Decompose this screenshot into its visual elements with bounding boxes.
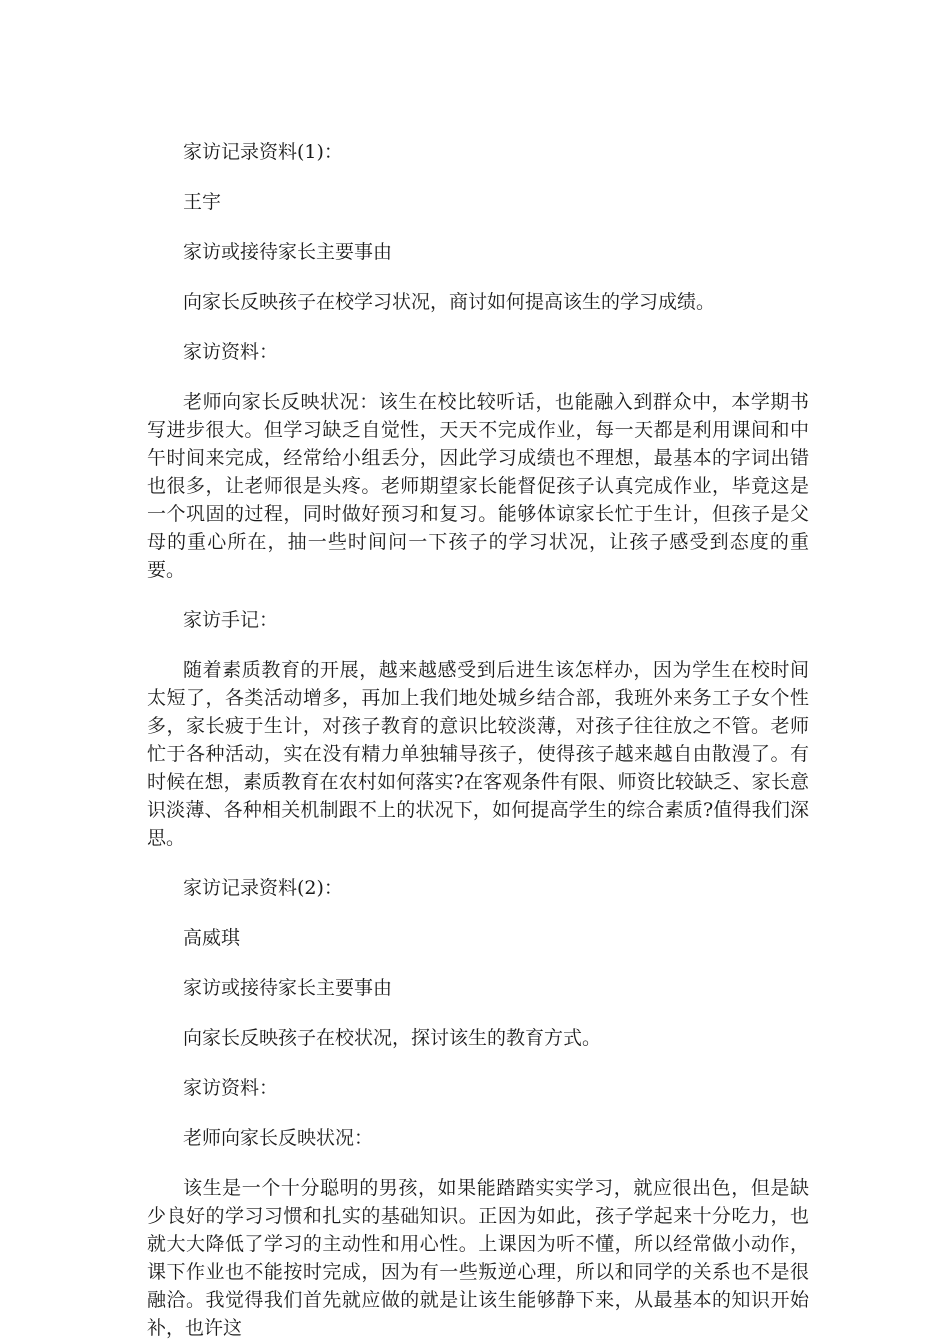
visit-reason-2: 向家长反映孩子在校状况，探讨该生的教育方式。 [183, 1027, 602, 1049]
visit-notes-paragraph-1: 随着素质教育的开展，越来越感受到后进生该怎样办，因为学生在校时间太短了，各类活动增多，再加上我们地处城乡结合部，我班外来务工子女个性多，家长疲于生计，对孩子教育的意识比较淡薄，对孩子往往放之不管。老师忙于各种活动，实在没有精力单独辅导孩子，使得孩子越来越自由散漫了。有时候在想，素质教育在农村如何落实?在客观条件有限、师资比较缺乏、家长意识淡薄、各种相关机制跟不上的状况下，如何提高学生的综合素质?值得我们深思。 [147, 659, 809, 849]
visit-notes-label-1: 家访手记： [183, 609, 279, 631]
student-name-2: 高威琪 [183, 927, 241, 949]
document-body [147, 138, 809, 1342]
student-name-1: 王宇 [183, 191, 222, 213]
visit-reason-1: 向家长反映孩子在校学习状况，商讨如何提高该生的学习成绩。 [183, 291, 716, 313]
record-title-2: 家访记录资料(2)： [183, 877, 343, 899]
visit-content-label-2: 家访资料： [183, 1077, 279, 1099]
teacher-feedback-paragraph-1: 老师向家长反映状况：该生在校比较听话，也能融入到群众中，本学期书写进步很大。但学习缺乏自觉性，天天不完成作业，每一天都是利用课间和中午时间来完成，经常给小组丢分，因此学习成绩也不理想，最基本的字词出错也很多，让老师很是头疼。老师期望家长能督促孩子认真完成作业，毕竟这是一个巩固的过程，同时做好预习和复习。能够体谅家长忙于生计，但孩子是父母的重心所在，抽一些时间问一下孩子的学习状况，让孩子感受到态度的重要。 [147, 391, 809, 581]
teacher-feedback-label-2: 老师向家长反映状况： [183, 1127, 374, 1149]
visit-content-label-1: 家访资料： [183, 341, 279, 363]
visit-reason-label-2: 家访或接待家长主要事由 [183, 977, 393, 999]
teacher-feedback-paragraph-2: 该生是一个十分聪明的男孩，如果能踏踏实实学习，就应很出色，但是缺少良好的学习习惯和扎实的基础知识。正因为如此，孩子学起来十分吃力，也就大大降低了学习的主动性和用心性。上课因为听不懂，所以经常做小动作，课下作业也不能按时完成，因为有一些叛逆心理，所以和同学的关系也不是很融洽。我觉得我们首先就应做的就是让该生能够静下来，从最基本的知识开始补，也许这 [147, 1177, 809, 1339]
record-title-1: 家访记录资料(1)： [183, 141, 343, 163]
visit-reason-label-1: 家访或接待家长主要事由 [183, 241, 393, 263]
